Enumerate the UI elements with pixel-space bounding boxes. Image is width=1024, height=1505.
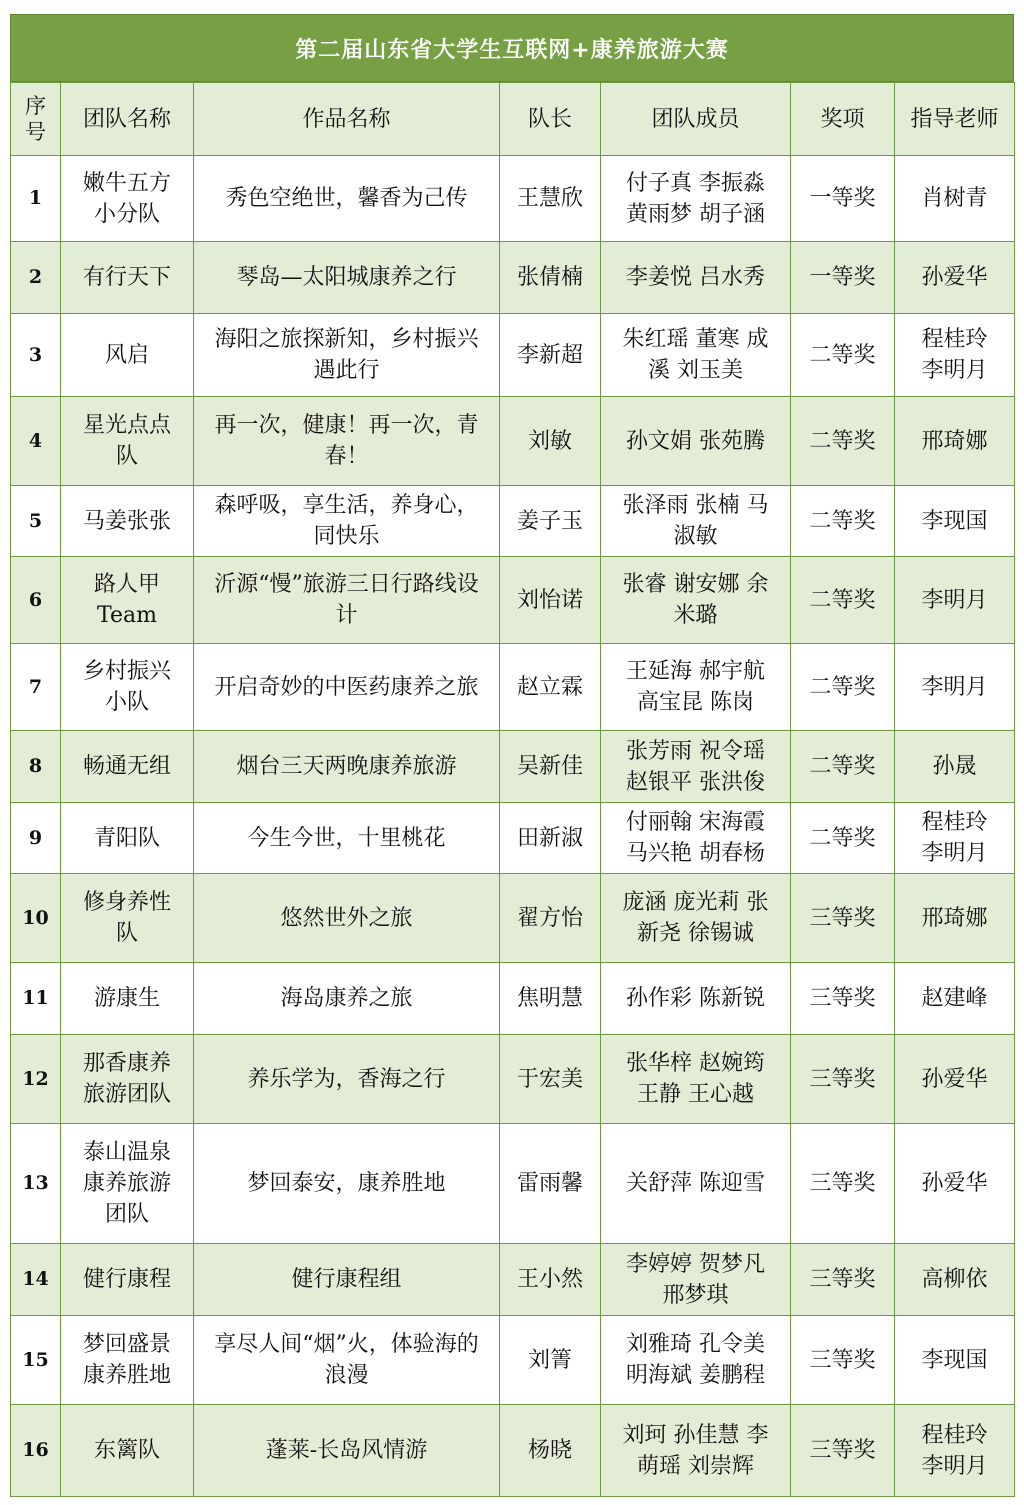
table-row <box>11 874 1015 963</box>
cell-teacher: 高柳依 <box>895 1244 1015 1316</box>
cell-teacher: 赵建峰 <box>895 963 1015 1035</box>
cell-team: 乡村振兴小队 <box>61 644 194 731</box>
table-row <box>11 242 1015 314</box>
cell-team: 修身养性队 <box>61 874 194 963</box>
cell-work: 海阳之旅探新知，乡村振兴遇此行 <box>194 314 500 397</box>
cell-work: 烟台三天两晚康养旅游 <box>194 731 500 803</box>
cell-award: 二等奖 <box>791 397 895 486</box>
cell-teacher: 孙晟 <box>895 731 1015 803</box>
cell-work: 今生今世，十里桃花 <box>194 803 500 874</box>
cell-teacher: 邢琦娜 <box>895 874 1015 963</box>
table-row <box>11 1316 1015 1405</box>
cell-team: 畅通无组 <box>61 731 194 803</box>
cell-members: 关舒萍 陈迎雪 <box>601 1124 791 1244</box>
cell-no: 13 <box>11 1124 61 1244</box>
cell-team: 路人甲 Team <box>61 557 194 644</box>
table-row <box>11 156 1015 242</box>
header-leader: 队长 <box>500 83 601 156</box>
cell-work: 琴岛—太阳城康养之行 <box>194 242 500 314</box>
cell-award: 一等奖 <box>791 156 895 242</box>
cell-members: 刘雅琦 孔令美 明海斌 姜鹏程 <box>601 1316 791 1405</box>
cell-members: 李婷婷 贺梦凡 邢梦琪 <box>601 1244 791 1316</box>
cell-award: 二等奖 <box>791 731 895 803</box>
header-members: 团队成员 <box>601 83 791 156</box>
table-row <box>11 1124 1015 1244</box>
cell-work: 梦回泰安，康养胜地 <box>194 1124 500 1244</box>
cell-leader: 吴新佳 <box>500 731 601 803</box>
cell-no: 6 <box>11 557 61 644</box>
cell-work: 健行康程组 <box>194 1244 500 1316</box>
header-teacher: 指导老师 <box>895 83 1015 156</box>
header-award: 奖项 <box>791 83 895 156</box>
table-row <box>11 731 1015 803</box>
cell-teacher: 孙爱华 <box>895 1124 1015 1244</box>
table-row <box>11 1405 1015 1497</box>
cell-work: 森呼吸，享生活，养身心，同快乐 <box>194 486 500 557</box>
cell-work: 海岛康养之旅 <box>194 963 500 1035</box>
cell-members: 庞涵 庞光莉 张新尧 徐锡诚 <box>601 874 791 963</box>
cell-no: 1 <box>11 156 61 242</box>
cell-leader: 刘怡诺 <box>500 557 601 644</box>
cell-leader: 刘敏 <box>500 397 601 486</box>
cell-no: 5 <box>11 486 61 557</box>
header-team: 团队名称 <box>61 83 194 156</box>
cell-leader: 赵立霖 <box>500 644 601 731</box>
award-table <box>10 82 1015 1497</box>
cell-award: 三等奖 <box>791 1035 895 1124</box>
cell-award: 三等奖 <box>791 874 895 963</box>
cell-teacher: 李明月 <box>895 644 1015 731</box>
cell-teacher: 程桂玲 李明月 <box>895 1405 1015 1497</box>
cell-work: 养乐学为，香海之行 <box>194 1035 500 1124</box>
cell-teacher: 程桂玲 李明月 <box>895 803 1015 874</box>
cell-teacher: 程桂玲 李明月 <box>895 314 1015 397</box>
cell-teacher: 孙爱华 <box>895 242 1015 314</box>
table-row <box>11 486 1015 557</box>
cell-leader: 李新超 <box>500 314 601 397</box>
cell-teacher: 邢琦娜 <box>895 397 1015 486</box>
cell-leader: 王慧欣 <box>500 156 601 242</box>
cell-work: 秀色空绝世，馨香为己传 <box>194 156 500 242</box>
cell-team: 健行康程 <box>61 1244 194 1316</box>
table-row <box>11 1035 1015 1124</box>
cell-team: 有行天下 <box>61 242 194 314</box>
header-work: 作品名称 <box>194 83 500 156</box>
cell-no: 2 <box>11 242 61 314</box>
cell-no: 14 <box>11 1244 61 1316</box>
cell-work: 沂源“慢”旅游三日行路线设计 <box>194 557 500 644</box>
cell-leader: 刘箐 <box>500 1316 601 1405</box>
cell-award: 一等奖 <box>791 242 895 314</box>
cell-work: 开启奇妙的中医药康养之旅 <box>194 644 500 731</box>
cell-no: 7 <box>11 644 61 731</box>
cell-leader: 翟方怡 <box>500 874 601 963</box>
cell-members: 王延海 郝宇航 高宝昆 陈岗 <box>601 644 791 731</box>
cell-no: 10 <box>11 874 61 963</box>
cell-award: 二等奖 <box>791 557 895 644</box>
cell-members: 张华梓 赵婉筠 王静 王心越 <box>601 1035 791 1124</box>
cell-no: 9 <box>11 803 61 874</box>
cell-work: 享尽人间“烟”火，体验海的浪漫 <box>194 1316 500 1405</box>
cell-no: 3 <box>11 314 61 397</box>
cell-members: 付子真 李振淼 黄雨梦 胡子涵 <box>601 156 791 242</box>
cell-work: 蓬莱-长岛风情游 <box>194 1405 500 1497</box>
award-list-sheet <box>10 14 1014 1497</box>
cell-team: 梦回盛景康养胜地 <box>61 1316 194 1405</box>
cell-award: 三等奖 <box>791 1405 895 1497</box>
table-row <box>11 1244 1015 1316</box>
cell-work: 悠然世外之旅 <box>194 874 500 963</box>
cell-team: 风启 <box>61 314 194 397</box>
cell-leader: 杨晓 <box>500 1405 601 1497</box>
table-title: 第二届山东省大学生互联网+康养旅游大赛 <box>10 14 1014 82</box>
cell-team: 嫩牛五方小分队 <box>61 156 194 242</box>
table-row <box>11 397 1015 486</box>
cell-members: 孙文娟 张苑腾 <box>601 397 791 486</box>
cell-award: 三等奖 <box>791 963 895 1035</box>
cell-award: 二等奖 <box>791 644 895 731</box>
table-row <box>11 557 1015 644</box>
cell-award: 三等奖 <box>791 1124 895 1244</box>
cell-no: 4 <box>11 397 61 486</box>
cell-leader: 王小然 <box>500 1244 601 1316</box>
cell-team: 星光点点队 <box>61 397 194 486</box>
cell-no: 16 <box>11 1405 61 1497</box>
cell-award: 三等奖 <box>791 1244 895 1316</box>
cell-teacher: 孙爱华 <box>895 1035 1015 1124</box>
cell-members: 张泽雨 张楠 马淑敏 <box>601 486 791 557</box>
cell-teacher: 李现国 <box>895 1316 1015 1405</box>
cell-team: 东篱队 <box>61 1405 194 1497</box>
cell-members: 孙作彩 陈新锐 <box>601 963 791 1035</box>
cell-no: 11 <box>11 963 61 1035</box>
cell-members: 李姜悦 吕水秀 <box>601 242 791 314</box>
cell-leader: 姜子玉 <box>500 486 601 557</box>
cell-members: 朱红瑶 董寒 成溪 刘玉美 <box>601 314 791 397</box>
cell-no: 15 <box>11 1316 61 1405</box>
cell-team: 青阳队 <box>61 803 194 874</box>
header-no: 序号 <box>11 83 61 156</box>
table-row <box>11 314 1015 397</box>
cell-award: 二等奖 <box>791 803 895 874</box>
cell-members: 付丽翰 宋海霞 马兴艳 胡春杨 <box>601 803 791 874</box>
cell-leader: 于宏美 <box>500 1035 601 1124</box>
table-row <box>11 803 1015 874</box>
cell-teacher: 肖树青 <box>895 156 1015 242</box>
cell-work: 再一次，健康！再一次，青春！ <box>194 397 500 486</box>
cell-award: 三等奖 <box>791 1316 895 1405</box>
cell-teacher: 李明月 <box>895 557 1015 644</box>
cell-team: 那香康养旅游团队 <box>61 1035 194 1124</box>
table-row <box>11 644 1015 731</box>
cell-no: 12 <box>11 1035 61 1124</box>
cell-teacher: 李现国 <box>895 486 1015 557</box>
cell-team: 泰山温泉康养旅游团队 <box>61 1124 194 1244</box>
cell-award: 二等奖 <box>791 314 895 397</box>
cell-team: 游康生 <box>61 963 194 1035</box>
cell-leader: 雷雨馨 <box>500 1124 601 1244</box>
cell-award: 二等奖 <box>791 486 895 557</box>
header-row <box>11 83 1015 156</box>
cell-leader: 焦明慧 <box>500 963 601 1035</box>
table-row <box>11 963 1015 1035</box>
cell-leader: 张倩楠 <box>500 242 601 314</box>
cell-leader: 田新淑 <box>500 803 601 874</box>
cell-members: 刘珂 孙佳慧 李萌瑶 刘崇辉 <box>601 1405 791 1497</box>
cell-team: 马姜张张 <box>61 486 194 557</box>
cell-members: 张芳雨 祝令瑶 赵银平 张洪俊 <box>601 731 791 803</box>
cell-members: 张睿 谢安娜 余米璐 <box>601 557 791 644</box>
cell-no: 8 <box>11 731 61 803</box>
